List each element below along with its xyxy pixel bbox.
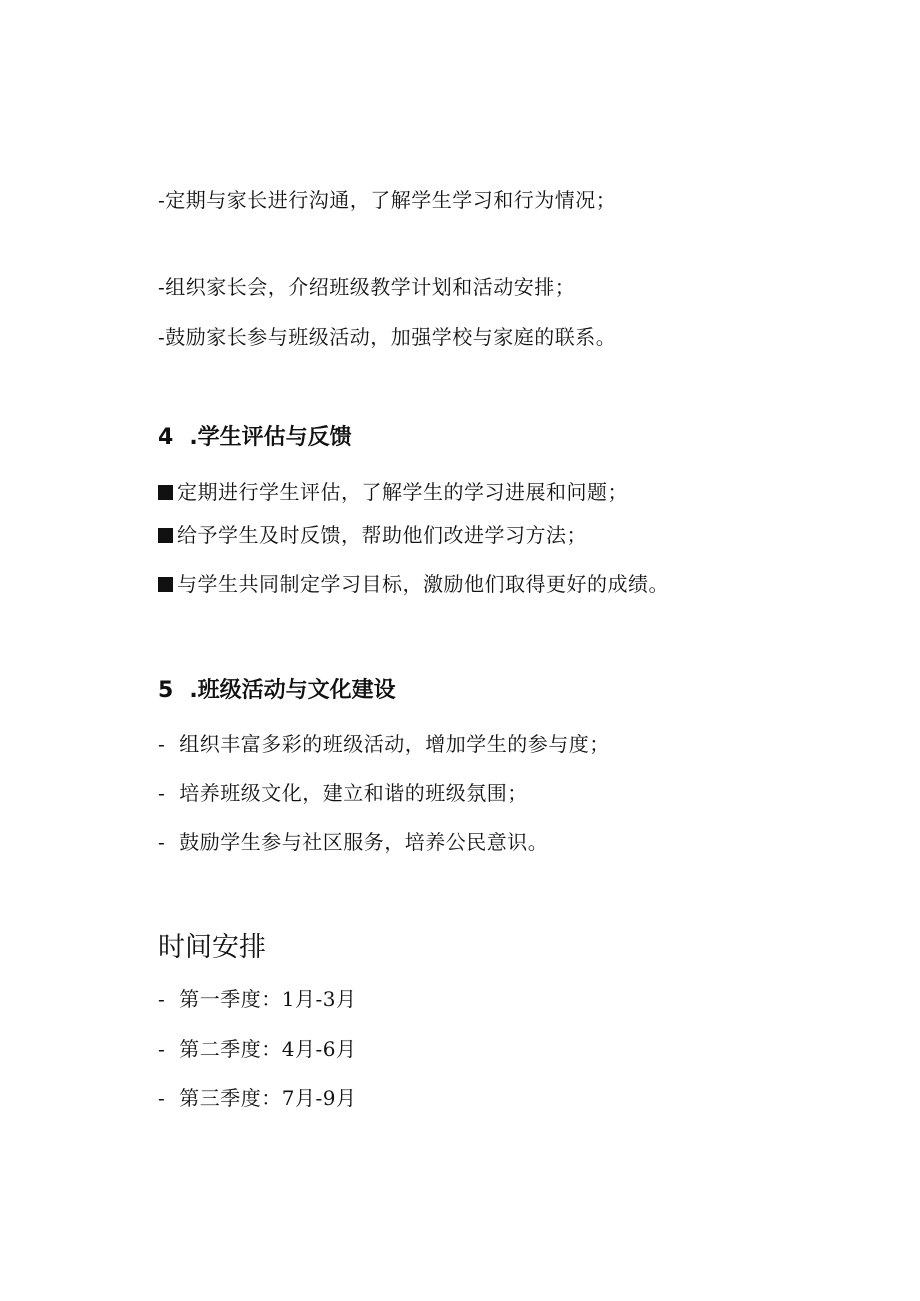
dash-bullet: - [158, 987, 166, 1011]
list-item [158, 779, 528, 807]
square-bullet-icon [158, 577, 173, 592]
square-bullet-icon [158, 485, 173, 500]
square-bullet-icon [158, 528, 173, 543]
section-title: .学生评估与反馈 [189, 425, 352, 450]
list-item: -鼓励家长参与班级活动，加强学校与家庭的联系。 [158, 325, 617, 349]
dash-bullet: - [158, 732, 166, 756]
dash-bullet: - [158, 781, 166, 805]
list-item-text: 给予学生及时反馈，帮助他们改进学习方法； [177, 523, 587, 547]
dash-bullet: - [158, 1086, 166, 1110]
list-item [158, 1084, 356, 1112]
list-item [158, 828, 548, 856]
list-item-text: 与学生共同制定学习目标，激励他们取得更好的成绩。 [177, 572, 669, 596]
section-heading [158, 676, 396, 706]
list-item-text: 培养班级文化，建立和谐的班级氛围； [179, 781, 528, 805]
list-item: -定期与家长进行沟通，了解学生学习和行为情况； [158, 188, 617, 212]
schedule-heading: 时间安排 [158, 932, 266, 963]
dash-bullet: - [158, 1037, 166, 1061]
list-item [158, 521, 587, 549]
list-item-text: 鼓励学生参与社区服务，培养公民意识。 [179, 830, 549, 854]
list-item [158, 730, 610, 758]
section-heading [158, 423, 352, 453]
list-item-text: 第三季度：7月-9月 [179, 1086, 357, 1110]
list-item-text: 组织丰富多彩的班级活动，增加学生的参与度； [179, 732, 610, 756]
list-item [158, 1035, 356, 1063]
section-number: 4 [158, 425, 174, 450]
section-number: 5 [158, 678, 174, 703]
list-item [158, 985, 356, 1013]
list-item-text: 第二季度：4月-6月 [179, 1037, 357, 1061]
section-title: .班级活动与文化建设 [189, 678, 396, 703]
dash-bullet: - [158, 830, 166, 854]
list-item: -组织家长会，介绍班级教学计划和活动安排； [158, 275, 576, 299]
list-item-text: 第一季度：1月-3月 [179, 987, 357, 1011]
list-item [158, 570, 669, 598]
list-item [158, 478, 628, 506]
list-item-text: 定期进行学生评估，了解学生的学习进展和问题； [177, 480, 628, 504]
